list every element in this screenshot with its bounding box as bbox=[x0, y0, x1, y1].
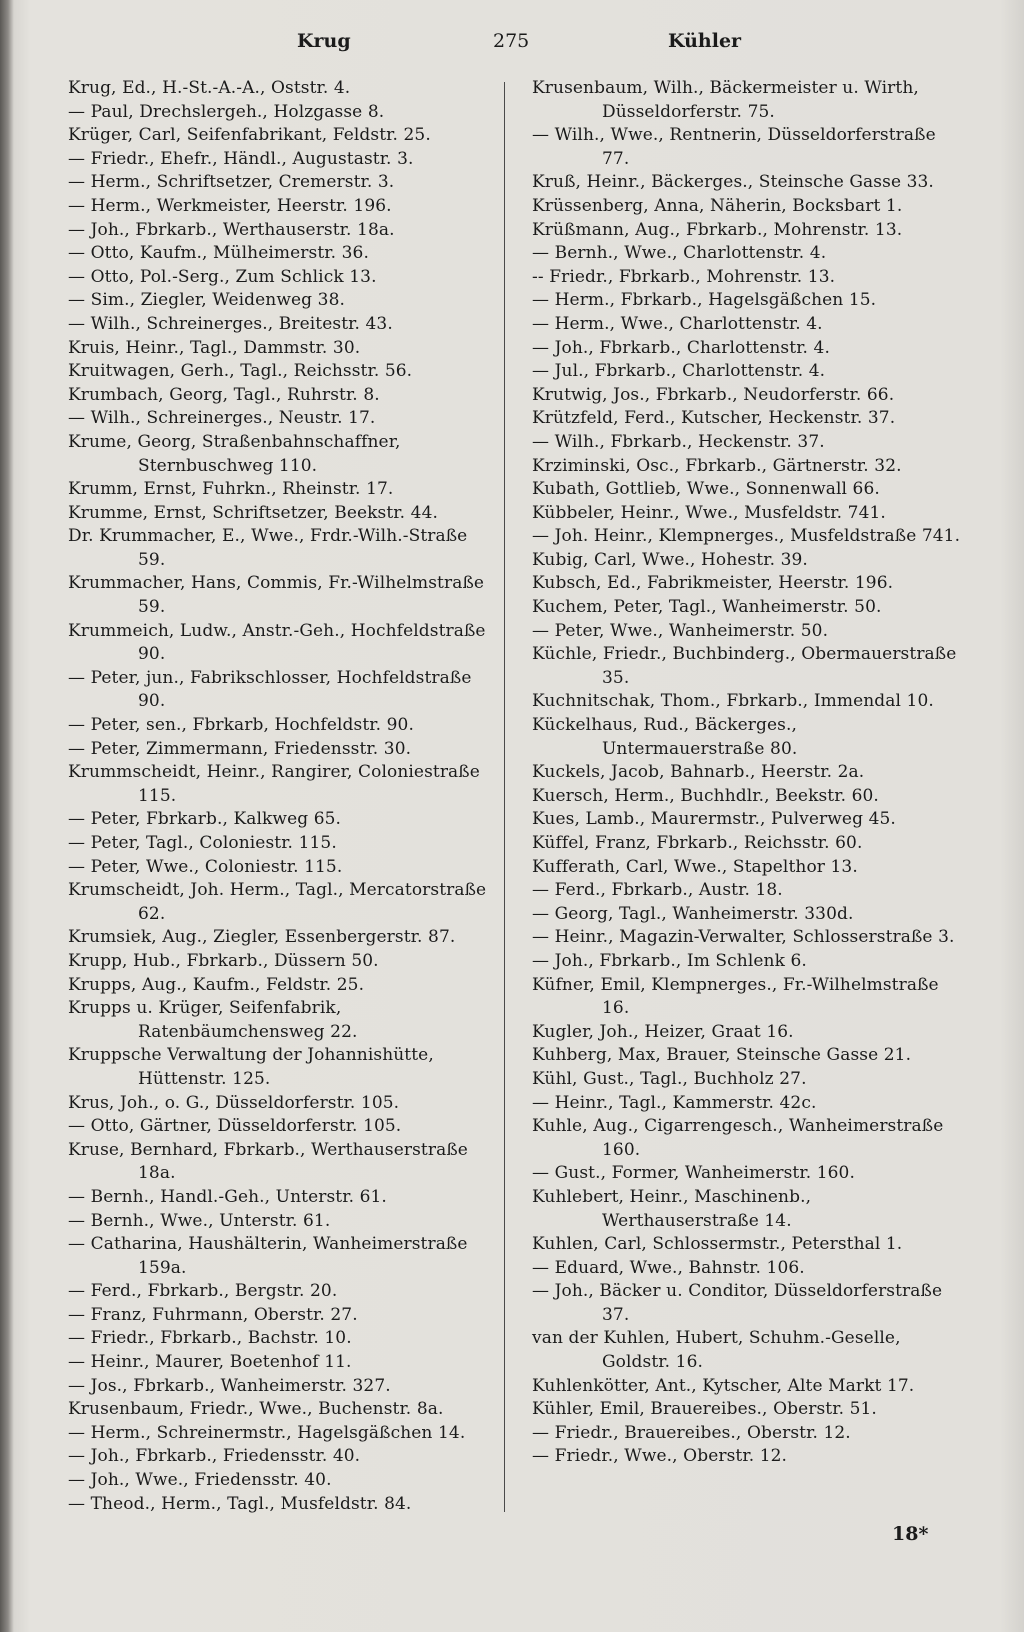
header-left-keyword: Krug bbox=[297, 30, 351, 52]
directory-entry: -- Friedr., Fbrkarb., Mohrenstr. 13. bbox=[532, 266, 836, 287]
directory-entry: Kühler, Emil, Brauereibes., Oberstr. 51. bbox=[532, 1399, 877, 1420]
directory-entry: — Heinr., Tagl., Kammerstr. 42c. bbox=[532, 1092, 817, 1113]
directory-entry: — Peter, Wwe., Coloniestr. 115. bbox=[68, 856, 343, 877]
directory-entry: — Peter, Wwe., Wanheimerstr. 50. bbox=[532, 620, 829, 641]
directory-entry: Krüßmann, Aug., Fbrkarb., Mohrenstr. 13. bbox=[532, 219, 903, 240]
directory-entry: Kubig, Carl, Wwe., Hohestr. 39. bbox=[532, 549, 808, 570]
directory-entry: Dr. Krummacher, E., Wwe., Frdr.-Wilh.-Straße 59. bbox=[68, 526, 468, 570]
directory-entry: — Joh., Fbrkarb., Werthauserstr. 18a. bbox=[68, 219, 395, 240]
directory-entry: Krummacher, Hans, Commis, Fr.-Wilhelmstraße 59. bbox=[68, 573, 485, 618]
directory-entry: Küchle, Friedr., Buchbinderg., Obermauerstraße 35. bbox=[532, 644, 957, 688]
directory-entry: Krus, Joh., o. G., Düsseldorferstr. 105. bbox=[68, 1092, 400, 1113]
directory-entry: Krupp, Hub., Fbrkarb., Düssern 50. bbox=[68, 950, 379, 971]
directory-entry: Krützfeld, Ferd., Kutscher, Heckenstr. 37. bbox=[532, 408, 896, 429]
directory-entry: — Otto, Gärtner, Düsseldorferstr. 105. bbox=[68, 1116, 402, 1137]
directory-entry: — Herm., Werkmeister, Heerstr. 196. bbox=[68, 195, 392, 216]
directory-entry: Krug, Ed., H.-St.-A.-A., Oststr. 4. bbox=[68, 78, 351, 98]
directory-entry: — Friedr., Wwe., Oberstr. 12. bbox=[532, 1446, 788, 1467]
directory-entry: — Bernh., Handl.-Geh., Unterstr. 61. bbox=[68, 1186, 387, 1207]
directory-entry: — Peter, jun., Fabrikschlosser, Hochfeldstraße 90. bbox=[68, 667, 472, 712]
directory-entry: — Franz, Fuhrmann, Oberstr. 27. bbox=[68, 1304, 358, 1325]
directory-entry: — Joh., Fbrkarb., Friedensstr. 40. bbox=[68, 1446, 361, 1467]
directory-entry: Krummeich, Ludw., Anstr.-Geh., Hochfeldstraße 90. bbox=[68, 620, 486, 665]
directory-entry: Kues, Lamb., Maurermstr., Pulverweg 45. bbox=[532, 809, 896, 830]
directory-entry: — Friedr., Brauereibes., Oberstr. 12. bbox=[532, 1422, 851, 1443]
directory-entry: Küfner, Emil, Klempnerges., Fr.-Wilhelmstraße 16. bbox=[532, 974, 939, 1019]
directory-entry: — Bernh., Wwe., Charlottenstr. 4. bbox=[532, 243, 827, 264]
directory-entry: Kühl, Gust., Tagl., Buchholz 27. bbox=[532, 1068, 807, 1089]
directory-entry: Kuhlenkötter, Ant., Kytscher, Alte Markt 17. bbox=[532, 1375, 915, 1396]
directory-entry: — Peter, Zimmermann, Friedensstr. 30. bbox=[68, 738, 412, 759]
directory-entry: — Sim., Ziegler, Weidenweg 38. bbox=[68, 290, 345, 311]
left-column bbox=[68, 77, 500, 1516]
directory-entry: van der Kuhlen, Hubert, Schuhm.-Geselle, Goldstr. 16. bbox=[532, 1328, 901, 1373]
directory-entry: Krusenbaum, Friedr., Wwe., Buchenstr. 8a. bbox=[68, 1399, 444, 1420]
directory-entry: — Herm., Wwe., Charlottenstr. 4. bbox=[532, 313, 823, 334]
header-right-keyword: Kühler bbox=[668, 30, 742, 52]
directory-entry: — Friedr., Fbrkarb., Bachstr. 10. bbox=[68, 1328, 352, 1349]
directory-entry: Krumsiek, Aug., Ziegler, Essenbergerstr. 87. bbox=[68, 927, 456, 948]
directory-entry: — Peter, Fbrkarb., Kalkweg 65. bbox=[68, 809, 342, 830]
directory-entry: — Joh., Fbrkarb., Charlottenstr. 4. bbox=[532, 337, 830, 358]
directory-entry: — Herm., Fbrkarb., Hagelsgäßchen 15. bbox=[532, 290, 877, 311]
directory-entry: — Wilh., Wwe., Rentnerin, Düsseldorferstraße 77. bbox=[532, 125, 936, 169]
directory-entry: Kruppsche Verwaltung der Johannishütte, Hüttenstr. 125. bbox=[68, 1045, 434, 1089]
directory-entry: Krziminski, Osc., Fbrkarb., Gärtnerstr. 32. bbox=[532, 455, 902, 476]
directory-entry: Krumbach, Georg, Tagl., Ruhrstr. 8. bbox=[68, 384, 380, 405]
directory-entry: — Heinr., Maurer, Boetenhof 11. bbox=[68, 1352, 352, 1373]
directory-entry: — Herm., Schriftsetzer, Cremerstr. 3. bbox=[68, 172, 395, 193]
directory-entry: Krumme, Ernst, Schriftsetzer, Beekstr. 44. bbox=[68, 502, 439, 523]
directory-entry: — Otto, Pol.-Serg., Zum Schlick 13. bbox=[68, 266, 377, 287]
directory-entry: — Peter, sen., Fbrkarb, Hochfeldstr. 90. bbox=[68, 715, 414, 736]
directory-entry: — Theod., Herm., Tagl., Musfeldstr. 84. bbox=[68, 1493, 412, 1514]
right-column bbox=[532, 77, 964, 1469]
directory-entry: — Gust., Former, Wanheimerstr. 160. bbox=[532, 1163, 855, 1184]
directory-entry: Kufferath, Carl, Wwe., Stapelthor 13. bbox=[532, 856, 858, 877]
directory-entry: — Georg, Tagl., Wanheimerstr. 330d. bbox=[532, 903, 854, 924]
directory-entry: — Joh., Fbrkarb., Im Schlenk 6. bbox=[532, 950, 807, 971]
directory-entry: Kuersch, Herm., Buchhdlr., Beekstr. 60. bbox=[532, 785, 879, 806]
page-number: 275 bbox=[493, 30, 530, 52]
directory-entry: — Eduard, Wwe., Bahnstr. 106. bbox=[532, 1257, 805, 1278]
directory-entry: — Paul, Drechslergeh., Holzgasse 8. bbox=[68, 101, 385, 122]
directory-entry: Krummscheidt, Heinr., Rangirer, Coloniestraße 115. bbox=[68, 762, 480, 806]
directory-entry: — Heinr., Magazin-Verwalter, Schlosserstraße 3. bbox=[532, 927, 955, 948]
directory-entry: Kuhberg, Max, Brauer, Steinsche Gasse 21. bbox=[532, 1045, 912, 1066]
directory-entry: Kubath, Gottlieb, Wwe., Sonnenwall 66. bbox=[532, 479, 880, 500]
directory-entry: Küffel, Franz, Fbrkarb., Reichsstr. 60. bbox=[532, 833, 863, 853]
directory-entry: Krüssenberg, Anna, Näherin, Bocksbart 1. bbox=[532, 195, 903, 216]
directory-entry: Krumm, Ernst, Fuhrkn., Rheinstr. 17. bbox=[68, 479, 394, 500]
directory-entry: — Bernh., Wwe., Unterstr. 61. bbox=[68, 1210, 331, 1231]
directory-entry: Kuhlen, Carl, Schlossermstr., Petersthal 1. bbox=[532, 1234, 903, 1255]
directory-entry: — Joh., Bäcker u. Conditor, Düsseldorferstraße 37. bbox=[532, 1281, 943, 1325]
directory-entry: — Ferd., Fbrkarb., Bergstr. 20. bbox=[68, 1281, 338, 1302]
directory-entry: — Jul., Fbrkarb., Charlottenstr. 4. bbox=[532, 361, 826, 382]
directory-entry: Krupps u. Krüger, Seifenfabrik, Ratenbäumchensweg 22. bbox=[68, 998, 358, 1042]
directory-entry: Kruse, Bernhard, Fbrkarb., Werthauserstraße 18a. bbox=[68, 1139, 468, 1184]
directory-entry: — Wilh., Fbrkarb., Heckenstr. 37. bbox=[532, 431, 825, 452]
directory-entry: — Ferd., Fbrkarb., Austr. 18. bbox=[532, 880, 783, 901]
directory-entry: — Catharina, Haushälterin, Wanheimerstraße 159a. bbox=[68, 1234, 468, 1278]
directory-entry: Kruß, Heinr., Bäckerges., Steinsche Gasse 33. bbox=[532, 172, 934, 193]
signature-mark: 18* bbox=[892, 1523, 929, 1545]
directory-entry: Krumscheidt, Joh. Herm., Tagl., Mercatorstraße 62. bbox=[68, 880, 487, 924]
directory-entry: Kugler, Joh., Heizer, Graat 16. bbox=[532, 1021, 794, 1042]
running-header bbox=[0, 30, 1024, 70]
directory-entry: — Jos., Fbrkarb., Wanheimerstr. 327. bbox=[68, 1375, 391, 1396]
directory-entry: Kruis, Heinr., Tagl., Dammstr. 30. bbox=[68, 337, 361, 358]
directory-entry: — Peter, Tagl., Coloniestr. 115. bbox=[68, 833, 337, 853]
directory-entry: Kruitwagen, Gerh., Tagl., Reichsstr. 56. bbox=[68, 361, 413, 382]
directory-entry: Krume, Georg, Straßenbahnschaffner, Sternbuschweg 110. bbox=[68, 431, 401, 476]
directory-entry: Krutwig, Jos., Fbrkarb., Neudorferstr. 66. bbox=[532, 384, 895, 405]
directory-entry: — Herm., Schreinermstr., Hagelsgäßchen 14. bbox=[68, 1422, 466, 1443]
directory-entry: — Wilh., Schreinerges., Breitestr. 43. bbox=[68, 313, 393, 334]
directory-entry: — Wilh., Schreinerges., Neustr. 17. bbox=[68, 408, 376, 429]
directory-entry: — Joh., Wwe., Friedensstr. 40. bbox=[68, 1470, 332, 1491]
directory-entry: Kubsch, Ed., Fabrikmeister, Heerstr. 196. bbox=[532, 573, 894, 594]
directory-entry: Krupps, Aug., Kaufm., Feldstr. 25. bbox=[68, 974, 365, 995]
column-divider bbox=[504, 82, 505, 1512]
directory-entry: Kuchnitschak, Thom., Fbrkarb., Immendal 10. bbox=[532, 691, 934, 712]
directory-entry: Kübbeler, Heinr., Wwe., Musfeldstr. 741. bbox=[532, 502, 886, 523]
directory-entry: — Joh. Heinr., Klempnerges., Musfeldstraße 741. bbox=[532, 526, 961, 547]
directory-entry: Kuhle, Aug., Cigarrengesch., Wanheimerstraße 160. bbox=[532, 1116, 944, 1160]
directory-entry: — Friedr., Ehefr., Händl., Augustastr. 3. bbox=[68, 148, 414, 169]
directory-entry: Kuhlebert, Heinr., Maschinenb., Werthauserstraße 14. bbox=[532, 1186, 812, 1231]
directory-entry: Krüger, Carl, Seifenfabrikant, Feldstr. 25. bbox=[68, 125, 431, 146]
directory-entry: Krusenbaum, Wilh., Bäckermeister u. Wirth, Düsseldorferstr. 75. bbox=[532, 78, 919, 122]
directory-entry: Kuchem, Peter, Tagl., Wanheimerstr. 50. bbox=[532, 597, 882, 618]
directory-entry: Kückelhaus, Rud., Bäckerges., Untermauerstraße 80. bbox=[532, 715, 798, 759]
directory-entry: Kuckels, Jacob, Bahnarb., Heerstr. 2a. bbox=[532, 762, 865, 783]
directory-entry: — Otto, Kaufm., Mülheimerstr. 36. bbox=[68, 243, 369, 264]
